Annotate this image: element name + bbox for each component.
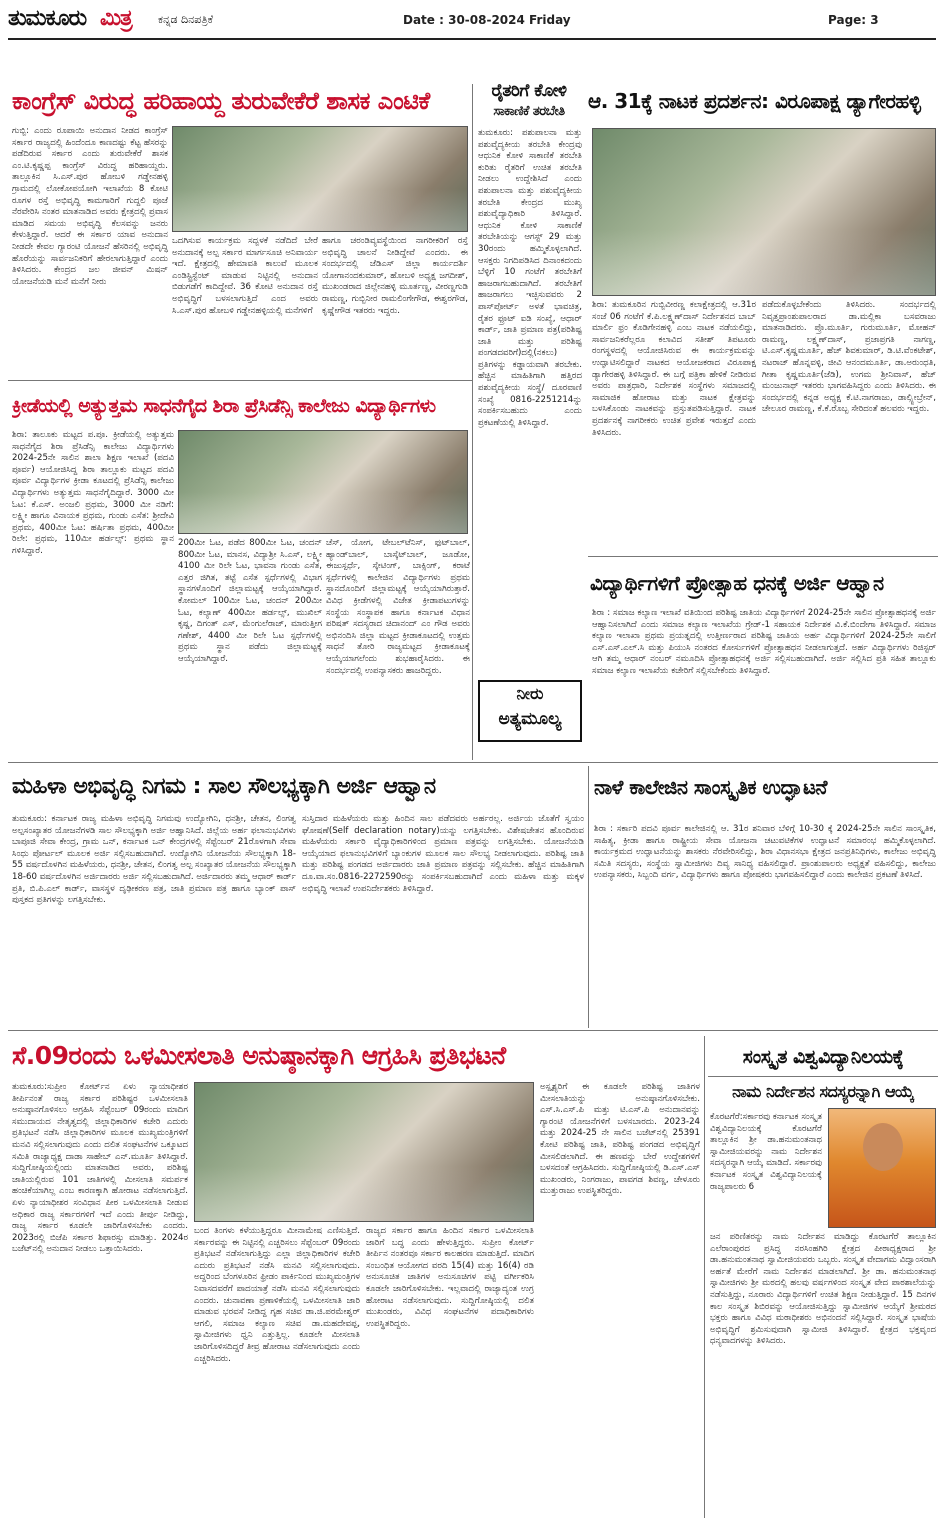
article3-photo — [592, 128, 936, 296]
masthead-name-part2: ಮಿತ್ರ — [100, 6, 132, 31]
column-rule — [472, 84, 473, 760]
water-box-line1: ನೀರು — [516, 684, 544, 703]
article4-photo — [178, 430, 468, 534]
article2-body: ತುಮಕೂರು: ಪಶುಪಾಲನಾ ಮತ್ತು ಪಶುವೈದ್ಯಕೀಯ ತರಬೇತಿ ಕೇಂದ್ರವು ಆಧುನಿಕ ಕೋಳಿ ಸಾಕಾಣಿಕೆ ತರಬೇತಿ ಕುರಿತು ರೈತರಿಗೆ ಉಚಿತ ತರಬೇತಿ ನೀಡಲು ಉದ್ದೇಶಿಸಿದೆ ಎಂದು ಪಶುಪಾಲನಾ ಮತ್ತು ಪಶುವೈದ್ಯಕೀಯ ತರಬೇತಿ ಕೇಂದ್ರದ ಮುಖ್ಯ ಪಶುವೈದ್ಯಾಧಿಕಾರಿ ತಿಳಿಸಿದ್ದಾರೆ. ಆಧುನಿಕ ಕೋಳಿ ಸಾಕಾಣಿಕೆ ತರಬೇತಿಯನ್ನು ಆಗಸ್ಟ್ 29 ಮತ್ತು 30ರಂದು ಹಮ್ಮಿಕೊಳ್ಳಲಾಗಿದೆ. ಆಸಕ್ತರು ನಿಗದಿಪಡಿಸಿದ ದಿನಾಂಕದಂದು ಬೆಳ್ಳಿಗೆ 10 ಗಂಟೆಗೆ ತರಬೇತಿಗೆ ಹಾಜರಾಗಬಹುದಾಗಿದೆ. ತರಬೇತಿಗೆ ಹಾಜರಾಗಲು ಇಚ್ಛಿಸುವವರು 2 ಪಾಸ್‌ಪೋರ್ಟ್ ಅಳತೆ ಭಾವಚಿತ್ರ, ರೈತರ ಫ್ರೂಟ್ ಐಡಿ ಸಂಖ್ಯೆ, ಆಧಾರ್ ಕಾರ್ಡ್, ಜಾತಿ ಪ್ರಮಾಣ ಪತ್ರ(ಪರಿಶಿಷ್ಟ ಜಾತಿ ಮತ್ತು ಪರಿಶಿಷ್ಟ ಪಂಗಡದವರಿಗೆ)ದಲ್ಲಿ(ನಕಲು) ಪ್ರತಿಗಳನ್ನು ಕಡ್ಡಾಯವಾಗಿ ತರಬೇಕು. ಹೆಚ್ಚಿನ ಮಾಹಿತಿಗಾಗಿ ಹತ್ತಿರದ ಪಶುವೈದ್ಯಕೀಯ ಸಂಸ್ಥೆ/ ದೂರವಾಣಿ ಸಂಖ್ಯೆ 0816-2251214ನ್ನು ಸಂಪರ್ಕಿಸಬಹುದು ಎಂದು ಪ್ರಕಟಣೆಯಲ್ಲಿ ತಿಳಿಸಿದ್ದಾರೆ. — [478, 128, 582, 428]
swamiji-photo — [828, 1108, 936, 1228]
article2-headline-line2: ಸಾಕಾಣಿಕೆ ತರಬೇತಿ — [493, 104, 565, 119]
article4-body-col2: 200ಮೀ ಓಟ, ಪಡೆದ 800ಮೀ ಓಟ, ಚಂದನ್ 800ಮೀ ಓಟ, ಮಾನಸ, ವಿದ್ಯಾಶ್ರೀ ಸಿ.ಎಸ್, ಲಕ್ಷ್ಮೀ 4100 ಮೀ ರಿಲೇ ಓಟ, ಭಾವನಾ ಗುಂಡು ಎಸೆತ, ಎತ್ತರ ಜಿಗಿತ, ತಟ್ಟೆ ಎಸೆತ ಸ್ಪರ್ಧೆಗಳಲ್ಲಿ ವಿಭಾಗ ಸ್ಥಾನಗಳೊಂದಿಗೆ ಜಿಲ್ಲಾಮಟ್ಟಕ್ಕೆ ಆಯ್ಕೆಯಾಗಿದ್ದಾರೆ. ಕೋಮಲ್ 100ಮೀ ಓಟ, ಚಂದನ್ 200ಮೀ ಓಟ, ಕಲ್ಯಾಣ್ 400ಮೀ ಹರ್ಡಲ್ಸ್, ಮುಖಿಲ್ ಕೃಷ್ಣ, ದಿಗಂತ್ ಎಸ್, ಮೆಂಗುಲೆರಾಜ್, ಮಾರುತ್ತೀಗ ಗಣೇಶ್, 4400 ಮೀ ರಿಲೇ ಓಟ ಸ್ಪರ್ಧೆಗಳಲ್ಲಿ ಪ್ರಥಮ ಸ್ಥಾನ ಪಡೆದು ಜಿಲ್ಲಾಮಟ್ಟಕ್ಕೆ ಆಯ್ಕೆಯಾಗಿದ್ದಾರೆ. — [178, 538, 322, 664]
article6-body-col1: ತುಮಕೂರು: ಕರ್ನಾಟಕ ರಾಜ್ಯ ಮಹಿಳಾ ಅಭಿವೃದ್ಧಿ ನಿಗಮವು ಉದ್ಯೋಗಿನಿ, ಧನಶ್ರೀ, ಚೇತನ, ಲಿಂಗತ್ವ ಅಲ್ಪಸಂಖ್ಯಾತರ ಯೋಜನೆಗಳಡಿ ಸಾಲ ಸೌಲಭ್ಯಕ್ಕಾಗಿ ಅರ್ಜಿ ಆಹ್ವಾನಿಸಿದೆ. ಜಿಲ್ಲೆಯ ಅರ್ಹ ಫಲಾನುಭವಿಗಳು ಬಾಪೂಜಿ ಸೇವಾ ಕೇಂದ್ರ, ಗ್ರಾಮ ಒನ್, ಕರ್ನಾಟಕ ಒನ್ ಕೇಂದ್ರಗಳಲ್ಲಿ ಸೆಪ್ಟೆಂಬರ್ 21ರೊಳಗಾಗಿ ಸೇವಾ ಸಿಂಧು ಪೋರ್ಟಲ್ ಮೂಲಕ ಅರ್ಜಿ ಸಲ್ಲಿಸಬಹುದಾಗಿದೆ. ಉದ್ಯೋಗಿನಿ ಯೋಜನೆಯ ಸೌಲಭ್ಯಕ್ಕಾಗಿ 18-55 ವರ್ಷದೊಳಗಿನ ಮಹಿಳೆಯರು, ಧನಶ್ರೀ, ಚೇತನ, ಲಿಂಗತ್ವ ಅಲ್ಪ ಸಂಖ್ಯಾತರ ಯೋಜನೆಯ ಸೌಲಭ್ಯಕ್ಕಾಗಿ 18-60 ವರ್ಷದೊಳಗಿನ ಅರ್ಜಿದಾರರು ಅರ್ಜಿ ಸಲ್ಲಿಸಬಹುದಾಗಿದೆ. ಅರ್ಜಿದಾರರು ತಮ್ಮ ಆಧಾರ್ ಕಾರ್ಡ್ ಪ್ರತಿ, ಬಿ.ಪಿ.ಎಲ್ ಕಾರ್ಡ್, ವಾಸಸ್ಥಳ ದೃಢೀಕರಣ ಪತ್ರ, ಜಾತಿ ಪ್ರಮಾಣ ಪತ್ರ ಹಾಗೂ ಬ್ಯಾಂಕ್ ಪಾಸ್ ಪುಸ್ತಕದ ಪ್ರತಿಗಳನ್ನು ಲಗತ್ತಿಸಬೇಕು. — [12, 814, 296, 906]
article1-body-col3: ಹಾಗೂ ಚರಂಡಿವ್ಯವಸ್ಥೆಯಿಂದ ನಾಗರೀಕರಿಗೆ ರಸ್ತೆ ಅಭಿವೃದ್ಧಿ ಚಾಲನೆ ನೀಡಿದ್ದೇವೆ ಎಂದರು. ಈ ಸಂದರ್ಭದಲ್ಲಿ ಜೆಡಿಎಸ್ ಜಿಲ್ಲಾ ಕಾರ್ಯದರ್ಶಿ ಯೋಗಾನಂದಕುಮಾರ್, ಹೋಬಳಿ ಅಧ್ಯಕ್ಷ ಜಗದೀಶ್, ಮುಖಂಡರಾದ ಜಿಲ್ಲೇನಹಳ್ಳಿ ಮೂರ್ತಣ್ಣ, ವೀರಣ್ಣಗುಡಿ ರಾಮಣ್ಣ, ಗುಬ್ಬಿನೀರ ರಾಮಲಿಂಗೇಗೌಡ, ಈಶ್ವರಗೌಡ, ಕೃಷ್ಣೇಗೌಡ ಇತರರು ಇದ್ದರು. — [322, 236, 468, 316]
article4-body-col1: ಶಿರಾ: ತಾಲೂಕು ಮಟ್ಟದ ಪ.ಪೂ. ಕ್ರೀಡೆಯಲ್ಲಿ ಅತ್ಯುತ್ತಮ ಸಾಧನೆಗೈದ ಶಿರಾ ಪ್ರೆಸಿಡೆನ್ಸಿ ಕಾಲೇಜು ವಿದ್ಯಾರ್ಥಿಗಳು 2024-25ನೇ ಸಾಲಿನ ಶಾಲಾ ಶಿಕ್ಷಣ ಇಲಾಖೆ (ಪದವಿ ಪೂರ್ವ) ಆಯೋಜಿಸಿದ್ದ ಶಿರಾ ತಾಲ್ಲೂಕು ಮಟ್ಟದ ಪದವಿ ಪೂರ್ವ ವಿದ್ಯಾರ್ಥಿಗಳ ಕ್ರೀಡಾ ಕೂಟದಲ್ಲಿ ಪ್ರೆಸಿಡೆನ್ಸಿ ಕಾಲೇಜು ವಿದ್ಯಾರ್ಥಿಗಳು ಅತ್ಯುತ್ತಮ ಸಾಧನೆಗೈದಿದ್ದಾರೆ. 3000 ಮೀ ಓಟ: ಕೆ.ಎಸ್. ಅಂಜಲಿ ಪ್ರಥಮ, 3000 ಮೀ ನಡಿಗೆ: ಲಕ್ಷ್ಮೀ ಹಾಗೂ ವಿನಾಯಕ ಪ್ರಥಮ, ಗುಂಡು ಎಸೆತ: ಶ್ರೀದೇವಿ ಪ್ರಥಮ, 400ಮೀ ಓಟ: ಹರ್ಷಿತಾ ಪ್ರಥಮ, 400ಮೀ ರಿಲೇ: ಪ್ರಥಮ, 110ಮೀ ಹರ್ಡಲ್ಸ್: ಪ್ರಥಮ ಸ್ಥಾನ ಗಳಿಸಿದ್ದಾರೆ. — [12, 430, 174, 556]
swamiji-face — [863, 1123, 903, 1171]
article3-body-col1: ಶಿರಾ: ತುಮಕೂರಿನ ಗುಬ್ಬಿವೀರಣ್ಣ ಕಲಾಕ್ಷೇತ್ರದಲ್ಲಿ ಆ.31ರ ಸಂಜೆ 06 ಗಂಟೆಗೆ ಕೆ.ಪಿ.ಲಕ್ಷ್ಮಣ್‌ದಾಸ್ ನಿರ್ದೇಶನದ ಬಾಬ್ ಮಾರ್ಲಿ ಫ್ರಂ ಕೊಡಿಗೇನಹಳ್ಳಿ ಎಂಬ ನಾಟಕ ನಡೆಯಲಿದ್ದು, ಸಾರ್ವಜನಿಕರೆಲ್ಲರೂ ಕಲಾವಿದ ಸತೀಶ್ ತಿಪಟೂರು ರಂಗಸ್ಥಳದಲ್ಲಿ ಆಯೋಜಿಸಿರುವ ಈ ಕಾರ್ಯಕ್ರಮವನ್ನು ಉದ್ಘಾಟಿಸಲಿದ್ದಾರೆ ನಾಟಕದ ಆಯೋಜಕರಾದ ವಿರೂಪಾಕ್ಷ ಡ್ಯಾಗೇರಹಳ್ಳಿ ತಿಳಿಸಿದ್ದಾರೆ. ಈ ಬಗ್ಗೆ ಪತ್ರಿಕಾ ಹೇಳಿಕೆ ನೀಡಿರುವ ಅವರು ಪಾತ್ರಧಾರಿ, ನಿರ್ದೇಶಕ ಸಂಸ್ಥೆಗಳು ಸಮಾಜದಲ್ಲಿ ಸಾಮಾಜಿಕ ಹೋರಾಟ ಮತ್ತು ನಾಟಕ ಕ್ಷೇತ್ರವನ್ನು ಬಳಸಿಕೊಂಡು ನಾಟಕವನ್ನು ಪ್ರಸ್ತುತಪಡಿಸುತ್ತಿದ್ದಾರೆ. ನಾಟಕ ಪ್ರದರ್ಶನಕ್ಕೆ ನಾಗರೀಕರು ಉಚಿತ ಪ್ರವೇಶ ಇರುತ್ತದೆ ಎಂದು ತಿಳಿಸಿದರು. — [592, 300, 756, 438]
article6-body-col2: ಸುಸ್ತಿದಾರ ಮಹಿಳೆಯರು ಮತ್ತು ಹಿಂದಿನ ಸಾಲ ಪಡೆದವರು ಅರ್ಹರಲ್ಲ. ಅರ್ಜಿಯ ಜೊತೆಗೆ ಸ್ವಯಂ ಘೋಷಣೆ(Self declaration notary)ಯನ್ನು ಲಗತ್ತಿಸಬೇಕು. ವಿಶೇಷಚೇತನ ಹೊಂದಿರುವ ಮಹಿಳೆಯರು ಸರ್ಕಾರಿ ವೈದ್ಯಾಧಿಕಾರಿಗಳಿಂದ ಪ್ರಮಾಣ ಪತ್ರವನ್ನು ಲಗತ್ತಿಸಬೇಕು. ಯೋಜನೆಯಡಿ ಆಯ್ಕೆಯಾದ ಫಲಾನುಭವಿಗಳಿಗೆ ಬ್ಯಾಂಕುಗಳ ಮೂಲಕ ಸಾಲ ಸೌಲಭ್ಯ ನೀಡಲಾಗುವುದು. ಪರಿಶಿಷ್ಟ ಜಾತಿ ಮತ್ತು ಪರಿಶಿಷ್ಟ ಪಂಗಡದ ಅರ್ಜಿದಾರರು ಜಾತಿ ಪ್ರಮಾಣ ಪತ್ರವನ್ನು ಸಲ್ಲಿಸಬೇಕು. ಹೆಚ್ಚಿನ ಮಾಹಿತಿಗಾಗಿ ದೂ.ವಾ.ಸಂ.0816-2272590ರನ್ನು ಸಂಪರ್ಕಿಸಬಹುದಾಗಿದೆ ಎಂದು ಮಹಿಳಾ ಮತ್ತು ಮಕ್ಕಳ ಅಭಿವೃದ್ಧಿ ಇಲಾಖೆ ಉಪನಿರ್ದೇಶಕರು ತಿಳಿಸಿದ್ದಾರೆ. — [302, 814, 584, 894]
article9-intro: ಕೊರಟಗೆರೆ:ಸರ್ಕಾರವು ಕರ್ನಾಟಕ ಸಂಸ್ಕೃತ ವಿಶ್ವವಿದ್ಯಾನಿಲಯಕ್ಕೆ ಕೊರಟಗೆರೆ ತಾಲ್ಲೂಕಿನ ಶ್ರೀ ಡಾ.ಹನುಮಂತನಾಥ ಸ್ವಾಮೀಜಿಯವರನ್ನು ನಾಮ ನಿರ್ದೇಶನ ಸದಸ್ಯರನ್ನಾಗಿ ಆಯ್ಕೆ ಮಾಡಿದೆ. ಸರ್ಕಾರವು ಕರ್ನಾಟಕ ಸಂಸ್ಕೃತ ವಿಶ್ವವಿದ್ಯಾನಿಲಯಕ್ಕೆ ರಾಜ್ಯಪಾಲರು 6 — [710, 1112, 822, 1192]
article9-body: ಜನ ಪರಿಣಿತರನ್ನು ನಾಮ ನಿರ್ದೇಶನ ಮಾಡಿದ್ದು ಕೊರಟಗೆರೆ ತಾಲ್ಲೂಕಿನ ಎಲೆರಾಂಪುರದ ಪ್ರಸಿದ್ಧ ನರಸಿಂಹಗಿರಿ ಕ್ಷೇತ್ರದ ಪೀಠಾಧ್ಯಕ್ಷರಾದ ಶ್ರೀ ಡಾ.ಹನುಮಂತನಾಥ ಸ್ವಾಮೀಜಿಯವರು ಒಬ್ಬರು. ಸಂಸ್ಕೃತ ವೇದಾಗಮ ವಿದ್ವಾಂಸರಾಗಿ ಅರ್ಹತೆ ಮೇರೆಗೆ ನಾಮ ನಿರ್ದೇಶನ ಮಾಡಲಾಗಿದೆ. ಶ್ರೀ ಡಾ. ಹನುಮಂತನಾಥ ಸ್ವಾಮೀಜಿಗಳು ಶ್ರೀ ಮಠದಲ್ಲಿ ಹಲವು ವರ್ಷಗಳಿಂದ ಸಂಸ್ಕೃತ ವೇದ ಪಾಠಶಾಲೆಯನ್ನು ನಡೆಸುತ್ತಿದ್ದು, ನೂರಾರು ವಿದ್ಯಾರ್ಥಿಗಳಿಗೆ ಉಚಿತ ಶಿಕ್ಷಣ ನೀಡುತ್ತಿದ್ದಾರೆ. 15 ದಿನಗಳ ಕಾಲ ಸಂಸ್ಕೃತ ಶಿಬಿರವನ್ನು ಆಯೋಜಿಸುತ್ತಿದ್ದು ಸ್ವಾಮೀಜಿಗಳ ಆಯ್ಕೆಗೆ ಶ್ರೀಮಠದ ಭಕ್ತರು ಹಾಗೂ ವಿವಿಧ ಮಠಾಧೀಶರು ಅಭಿನಂದನೆ ಸಲ್ಲಿಸಿದ್ದಾರೆ. ಸಂಸ್ಕೃತ ಭಾಷೆಯ ಅಭಿವೃದ್ಧಿಗೆ ಶ್ರಮಿಸುವುದಾಗಿ ಸ್ವಾಮೀಜಿ ತಿಳಿಸಿದ್ದಾರೆ. ಕ್ಷೇತ್ರದ ಭಕ್ತವೃಂದ ಧನ್ಯವಾದಗಳನ್ನು ತಿಳಿಸಿದರು. — [710, 1232, 936, 1347]
article8-photo — [194, 1082, 534, 1222]
article3-body-col2: ಪಡೆದುಕೊಳ್ಳಬೇಕೆಂದು ತಿಳಿಸಿದರು. ಸಂದರ್ಭದಲ್ಲಿ ನಿವೃತ್ತಪ್ರಾಂಶುಪಾಲರಾದ ಡಾ.ಮಲ್ಲಿಕಾ ಬಸವರಾಜು ಮಾತನಾಡಿದರು. ಪ್ರೊ.ಮೂರ್ತಿ, ಗುರುಮೂರ್ತಿ, ಮೋಹನ್ ರಾಮಣ್ಣ, ಲಕ್ಷ್ಮಣ್‌ದಾಸ್, ಪ್ರಜಾಪ್ರಗತಿ ನಾಗಣ್ಣ, ಟಿ.ಎಸ್.ಕೃಷ್ಣಮೂರ್ತಿ, ಹೆಚ್ ಶಿವಕುಮಾರ್, ಡಿ.ಟಿ.ವೆಂಕಟೇಶ್, ನಟರಾಜ್ ಹೊನ್ನವಳ್ಳಿ, ಜೀವಿ ಆನಂದಮೂರ್ತಿ, ಡಾ.ಅರುಂಧತಿ, ಗೀತಾ ಕೃಷ್ಣಮೂರ್ತಿ(ಜೆಡಿ), ಉಗಮ ಶ್ರೀನಿವಾಸ್, ಹೆಚ್ ಮಂಜುನಾಥ್ ಇತರರು ಭಾಗವಹಿಸಿದ್ದರು ಎಂದು ತಿಳಿಸಿದರು. ಈ ಸಂದರ್ಭದಲ್ಲಿ ಕನ್ನಡ ಅಧ್ಯಕ್ಷ ಕೆ.ಟಿ.ನಾಗರಾಜು, ಡಾಲ್ಸ್ಟೀಬ್ರೇನ್‌, ಚೇಲೂರ ರಾಮಣ್ಣ, ಕೆ.ಕೆ.ರೊಬ್ಬ ಸೇರಿದಂತೆ ಹಲವರು ಇದ್ದರು. — [762, 300, 936, 415]
article1-body-col1: ಗುಬ್ಬಿ: ಎಂದು ರೂಪಾಯಿ ಅನುದಾನ ನೀಡದ ಕಾಂಗ್ರೆಸ್ ಸರ್ಕಾರ ರಾಜ್ಯದಲ್ಲಿ ಹಿಂದೆಂದೂ ಕಾಣದಷ್ಟು ಕೆಟ್ಟ ಹೆಸರನ್ನು ಪಡೆದಿರುವ ಸರ್ಕಾರ ಎಂದು ತುರುವೇಕೆರೆ ಶಾಸಕ ಎಂ.ಟಿ.ಕೃಷ್ಣಪ್ಪ ಕಾಂಗ್ರೆಸ್ ವಿರುದ್ಧ ಹರಿಹಾಯ್ದರು. ತಾಲ್ಲೂಕಿನ ಸಿ.ಎಸ್.ಪುರ ಹೋಬಳಿ ಗಡ್ಡೇನಹಳ್ಳಿ ಗ್ರಾಮದಲ್ಲಿ ಲೋಕೋಪಯೋಗಿ ಇಲಾಖೆಯ 8 ಕೋಟಿ ರೂಗಳ ರಸ್ತೆ ಅಭಿವೃದ್ಧಿ ಕಾಮಗಾರಿಗೆ ಗುದ್ದಲಿ ಪೂಜೆ ನೆರವೇರಿಸಿ ನಂತರ ಮಾತನಾಡಿದ ಅವರು ಕ್ಷೇತ್ರದಲ್ಲಿ ಪ್ರವಾಸ ಮಾಡಿದ ಸಮಯ ಅಭಿವೃದ್ಧಿ ಕೆಲಸವನ್ನು ಜನರು ಕೇಳುತ್ತಿದ್ದಾರೆ. ಆದರೆ ಈ ಸರ್ಕಾರ ಯಾವ ಅನುದಾನ ನೀಡದೇ ಕೇವಲ ಗ್ಯಾರಂಟಿ ಯೋಜನೆ ಹೆಸರಿನಲ್ಲಿ ಅಭಿವೃದ್ಧಿ ಹೊರೆಯನ್ನು ಸಾರ್ವಜನಿಕರಿಗೆ ಹೇರಲಾಗುತ್ತಿದ್ದಾರೆ ಎಂದು ತಿಳಿಸಿದರು. ಕೇಂದ್ರದ ಜಲ ಜೀವನ್ ಮಿಷನ್ ಯೋಜನೆಯಡಿ ಮನೆ ಮನೆಗೆ ನೀರು — [12, 126, 168, 287]
masthead-page: Page: 3 — [828, 13, 879, 27]
article2-headline-line1: ರೈತರಿಗೆ ಕೋಳಿ — [491, 81, 567, 101]
section-rule — [588, 556, 938, 557]
article3-headline: ಆ. 31ಕ್ಕೆ ನಾಟಕ ಪ್ರದರ್ಶನ: ವಿರೂಪಾಕ್ಷ ಡ್ಯಾಗೇರಹಳ್ಳಿ — [588, 89, 921, 113]
column-rule — [704, 1036, 705, 1518]
article1-body-col2: ಒದಗಿಸುವ ಕಾರ್ಯಕ್ರಮ ಸದ್ಬಳಕೆ ನಡೆದಿದೆ ಬೇರೆ ಅನುದಾನಕ್ಕೆ ಅಲ್ಪ ಸರ್ಕಾರ ಮಾರ್ಗಸೂಚಿ ಅನಿವಾರ್ಯ ಇದೆ. ಕ್ಷೇತ್ರದಲ್ಲಿ ಹೇಮಾವತಿ ಕಾಲುವೆ ಮೂಲಕ ಎಂಡಿಸ್ಟ್ರಿಸ್ಟೆಂಟ್ ಮಾಡುವ ನಿಟ್ಟಿನಲ್ಲಿ ಅನುದಾನ ಬಿಡುಗಡೆಗೆ ಕಾದಿದ್ದೇವೆ. 36 ಕೋಟಿ ಅನುದಾನ ರಸ್ತೆ ಅಭಿವೃದ್ಧಿಗೆ ಬಳಸಲಾಗುತ್ತಿದೆ ಎಂದ ಅವರು ಸಿ.ಎಸ್.ಪುರ ಹೋಬಳಿ ಗಡ್ಡೇನಹಳ್ಳಿಯಲ್ಲಿ ಮನೆಗಳಿಗೆ — [172, 236, 318, 316]
article8-body-col2: ಬಂದ ತಿಂಗಳು ಕಳೆಯುತ್ತಿದ್ದರೂ ಮೀನಾಮೇಷ ಎಣಿಸುತ್ತಿದೆ. ಸರ್ಕಾರವನ್ನು ಈ ನಿಟ್ಟಿನಲ್ಲಿ ಎಚ್ಚರಿಸಲು ಸೆಪ್ಟೆಂಬರ್ 09ರಂದು ಪ್ರತಿಭಟನೆ ನಡೆಸಲಾಗುತ್ತಿದ್ದು ಎಲ್ಲಾ ಜಿಲ್ಲಾಧಿಕಾರಿಗಳ ಕಚೇರಿ ಎದುರು ಪ್ರತಿಭಟನೆ ನಡೆಸಿ ಮನವಿ ಸಲ್ಲಿಸಲಾಗುವುದು. ಅದ್ದರಿಂದ ಬೆಂಗಳೂರಿನ ಫ್ರೀಡಂ ಪಾರ್ಕಿನಿಂದ ಮುಖ್ಯಮಂತ್ರಿಗಳ ನಿವಾಸದವರೆಗೆ ಪಾದಯಾತ್ರೆ ನಡೆಸಿ ಮನವಿ ಸಲ್ಲಿಸಲಾಗುವುದು ಎಂದರು. ಚುನಾವಣಾ ಪ್ರಣಾಳಿಕೆಯಲ್ಲಿ ಒಳಮೀಸಲಾತಿ ಜಾರಿ ಮಾಡುವ ಭರವಸೆ ನೀಡಿದ್ದ ಗೃಹ ಸಚಿವ ಡಾ.ಜಿ.ಪರಮೇಶ್ವರ್ ಆಗಲಿ, ಸಮಾಜ ಕಲ್ಯಾಣ ಸಚಿವ ಡಾ.ಮಹದೇವಪ್ಪ, ಸ್ವಾಮೀಜಿಗಳು ಧ್ವನಿ ಎತ್ತುತ್ತಿಲ್ಲ. ಕೂಡಲೇ ಮೀಸಲಾತಿ ಜಾರಿಗೊಳಿಸದಿದ್ದರೆ ತೀವ್ರ ಹೋರಾಟ ನಡೆಸಲಾಗುವುದು ಎಂದು ಎಚ್ಚರಿಸಿದರು. — [194, 1226, 360, 1364]
masthead-rule — [8, 38, 936, 40]
section-rule — [8, 762, 938, 763]
masthead-name-part1: ತುಮಕೂರು — [8, 6, 87, 31]
article7-headline: ನಾಳೆ ಕಾಲೇಜಿನ ಸಾಂಸ್ಕೃತಿಕ ಉದ್ಘಾಟನೆ — [594, 775, 827, 799]
article1-photo — [172, 126, 468, 232]
masthead-subtitle: ಕನ್ನಡ ದಿನಪತ್ರಿಕೆ — [158, 13, 214, 26]
article7-body: ಶಿರಾ : ಸರ್ಕಾರಿ ಪದವಿ ಪೂರ್ವ ಕಾಲೇಜಿನಲ್ಲಿ ಆ. 31ರ ಶನಿವಾರ ಬೆಳಿಗ್ಗೆ 10-30 ಕ್ಕೆ 2024-25ನೇ ಸಾಲಿನ ಸಾಂಸ್ಕೃತಿಕ, ಸಾಹಿತ್ಯ, ಕ್ರೀಡಾ ಹಾಗೂ ರಾಷ್ಟ್ರೀಯ ಸೇವಾ ಯೋಜನಾ ಚಟುವಟಿಕೆಗಳ ಉದ್ಘಾಟನೆ ಸಮಾರಂಭ ಹಮ್ಮಿಕೊಳ್ಳಲಾಗಿದೆ. ಕಾರ್ಯಕ್ರಮದ ಉದ್ಘಾಟನೆಯನ್ನು ಶಾಸಕರು ನೆರವೇರಿಸಲಿದ್ದು, ಶಿರಾ ವಿಧಾನಸಭಾ ಕ್ಷೇತ್ರದ ಜನಪ್ರತಿನಿಧಿಗಳು, ಕಾಲೇಜು ಅಭಿವೃದ್ಧಿ ಸಮಿತಿ ಸದಸ್ಯರು, ಸಂಸ್ಥೆಯ ಸ್ವಾಮೀಜಿಗಳು ದಿವ್ಯ ಸಾನಿಧ್ಯ ವಹಿಸಲಿದ್ದಾರೆ. ಪ್ರಾಂಶುಪಾಲರು ಅಧ್ಯಕ್ಷತೆ ವಹಿಸಲಿದ್ದು, ಕಾಲೇಜು ಉಪನ್ಯಾಸಕರು, ಸಿಬ್ಬಂದಿ ವರ್ಗ, ವಿದ್ಯಾರ್ಥಿಗಳು ಹಾಗೂ ಪೋಷಕರು ಭಾಗವಹಿಸಲಿದ್ದಾರೆ ಎಂದು ಕಾಲೇಜಿನ ಪ್ರಕಟಣೆ ತಿಳಿಸಿದೆ. — [594, 824, 936, 881]
water-box — [478, 680, 582, 742]
article1-headline: ಕಾಂಗ್ರೆಸ್ ವಿರುದ್ಧ ಹರಿಹಾಯ್ದ ತುರುವೇಕೆರೆ ಶಾಸಕ ಎಂಟಿಕೆ — [12, 87, 430, 115]
article6-headline: ಮಹಿಳಾ ಅಭಿವೃದ್ಧಿ ನಿಗಮ : ಸಾಲ ಸೌಲಭ್ಯಕ್ಕಾಗಿ ಅರ್ಜಿ ಆಹ್ವಾನ — [12, 774, 436, 799]
masthead-date: Date : 30-08-2024 Friday — [403, 13, 571, 27]
article4-body-col3: ಚೆಸ್, ಯೋಗ, ಟೇಬಲ್‌ಟೆನಿಸ್, ಫುಟ್‌ಬಾಲ್, ಹ್ಯಾಂಡ್‌ಬಾಲ್, ಬಾಸ್ಕೆಟ್‌ಬಾಲ್, ಜೂಡೋ, ಈಜುಸ್ಪರ್ಧೆ, ಸ್ಕೇಟಿಂಗ್, ಬಾಕ್ಸಿಂಗ್, ಕರಾಟೆ ಸ್ಪರ್ಧೆಗಳಲ್ಲಿ ಕಾಲೇಜಿನ ವಿದ್ಯಾರ್ಥಿಗಳು ಪ್ರಥಮ ಸ್ಥಾನದೊಂದಿಗೆ ಜಿಲ್ಲಾಮಟ್ಟಕ್ಕೆ ಆಯ್ಕೆಯಾಗಿರುತ್ತಾರೆ. ವಿವಿಧ ಕ್ರೀಡೆಗಳಲ್ಲಿ ವಿಜೇತ ಕ್ರೀಡಾಪಟುಗಳನ್ನು ಸಂಸ್ಥೆಯ ಸಂಸ್ಥಾಪಕ ಹಾಗೂ ಕರ್ನಾಟಕ ವಿಧಾನ ಪರಿಷತ್ ಸದಸ್ಯರಾದ ಚಿದಾನಂದ್ ಎಂ ಗೌಡ ಅವರು ಅಭಿನಂದಿಸಿ ಜಿಲ್ಲಾ ಮಟ್ಟದ ಕ್ರೀಡಾಕೂಟದಲ್ಲಿ ಉತ್ತಮ ಸಾಧನೆ ತೋರಿ ರಾಜ್ಯಮಟ್ಟದ ಕ್ರೀಡಾಕೂಟಕ್ಕೆ ಆಯ್ಕೆಯಾಗಲೆಂದು ಶುಭಹಾರೈಸಿದರು. ಈ ಸಂದರ್ಭದಲ್ಲಿ ಉಪನ್ಯಾಸಕರು ಹಾಜರಿದ್ದರು. — [326, 538, 470, 676]
article9-headline-line2: ನಾಮ ನಿರ್ದೇಶನ ಸದಸ್ಯರನ್ನಾಗಿ ಆಯ್ಕೆ — [708, 1076, 938, 1107]
section-rule — [8, 380, 472, 381]
article9-headline-line1: ಸಂಸ್ಕೃತ ವಿಶ್ವವಿದ್ಯಾನಿಲಯಕ್ಕೆ — [742, 1046, 904, 1068]
article8-body-col3: ರಾಜ್ಯದ ಸರ್ಕಾರ ಹಾಗೂ ಹಿಂದಿನ ಸರ್ಕಾರ ಒಳಮೀಸಲಾತಿ ಜಾರಿಗೆ ಬದ್ಧ ಎಂದು ಹೇಳುತ್ತಿದ್ದರು. ಸುಪ್ರೀಂ ಕೋರ್ಟ್ ತೀರ್ಪಿನ ನಂತರವೂ ಸರ್ಕಾರ ಕಾಲಹರಣ ಮಾಡುತ್ತಿದೆ. ಮಾದಿಗ ಸಂಬಂಧಿತ ಆಯೋಗದ ವರದಿ 15(4) ಮತ್ತು 16(4) ರಡಿ ಅನುಸೂಚಿತ ಜಾತಿಗಳ ಅನುಸೂಚಿಗಳ ಪಟ್ಟಿ ವರ್ಗೀಕರಿಸಿ ಕೂಡಲೇ ಜಾರಿಗೊಳಿಸಬೇಕು. ಇಲ್ಲವಾದಲ್ಲಿ ರಾಜ್ಯಾದ್ಯಂತ ಉಗ್ರ ಹೋರಾಟ ನಡೆಸಲಾಗುವುದು. ಸುದ್ದಿಗೋಷ್ಠಿಯಲ್ಲಿ ದಲಿತ ಮುಖಂಡರು, ವಿವಿಧ ಸಂಘಟನೆಗಳ ಪದಾಧಿಕಾರಿಗಳು ಉಪಸ್ಥಿತರಿದ್ದರು. — [366, 1226, 534, 1329]
article8-headline: ಸೆ.09ರಂದು ಒಳಮೀಸಲಾತಿ ಅನುಷ್ಠಾನಕ್ಕಾಗಿ ಆಗ್ರಹಿಸಿ ಪ್ರತಿಭಟನೆ — [12, 1041, 506, 1070]
article5-body: ಶಿರಾ : ಸಮಾಜ ಕಲ್ಯಾಣ ಇಲಾಖೆ ವತಿಯಿಂದ ಪರಿಶಿಷ್ಟ ಜಾತಿಯ ವಿದ್ಯಾರ್ಥಿಗಳಿಗೆ 2024-25ನೇ ಸಾಲಿನ ಪ್ರೋತ್ಸಾಹಧನಕ್ಕೆ ಅರ್ಜಿ ಆಹ್ವಾನಿಸಲಾಗಿದೆ ಎಂದು ಸಮಾಜ ಕಲ್ಯಾಣ ಇಲಾಖೆಯ ಗ್ರೇಡ್-1 ಸಹಾಯಕ ನಿರ್ದೇಶಕ ವಿ.ಕೆ.ಬಿಂದೇಗಾ ತಿಳಿಸಿದ್ದಾರೆ. ಸಮಾಜ ಕಲ್ಯಾಣ ಇಲಾಖಾ ಪ್ರಥಮ ಪ್ರಯತ್ನದಲ್ಲಿ ಉತ್ತೀರ್ಣರಾದ ಪರಿಶಿಷ್ಟ ಜಾತಿಯ ಅರ್ಹ ವಿದ್ಯಾರ್ಥಿಗಳಿಗೆ 2024-25ನೇ ಸಾಲಿಗೆ ಎಸ್.ಎಸ್.ಎಲ್.ಸಿ ಮತ್ತು ಪಿಯುಸಿ ನಂತರದ ಕೋರ್ಸುಗಳಿಗೆ ಪ್ರೋತ್ಸಾಹಧನ ನೀಡಲಾಗುತ್ತದೆ. ಅರ್ಹ ವಿದ್ಯಾರ್ಥಿಗಳು ರಿಜಿಸ್ಟರ್ ಆಗಿ ತಮ್ಮ ಆಧಾರ್ ನಂಬರ್ ನಮೂದಿಸಿ ಪ್ರೋತ್ಸಾಹಧನಕ್ಕೆ ಅರ್ಜಿ ಸಲ್ಲಿಸಬಹುದಾಗಿದೆ. ಅರ್ಜಿ ಸಲ್ಲಿಸಿದ ಪ್ರತಿ ಸಹಿತ ತಾಲ್ಲೂಕು ಸಮಾಜ ಕಲ್ಯಾಣ ಇಲಾಖೆಯ ಕಚೇರಿಗೆ ಸಲ್ಲಿಸಬೇಕೆಂದು ತಿಳಿಸಿದ್ದಾರೆ. — [592, 608, 936, 676]
article8-body-col1: ತುಮಕೂರು:ಸುಪ್ರೀಂ ಕೋರ್ಟ್‌ನ ಏಳು ನ್ಯಾಯಾಧೀಶರ ತೀರ್ಪಿನಂತೆ ರಾಜ್ಯ ಸರ್ಕಾರ ಪರಿಶಿಷ್ಟರ ಒಳಮೀಸಲಾತಿ ಅನುಷ್ಠಾನಗೊಳಿಸಲು ಆಗ್ರಹಿಸಿ ಸೆಪ್ಟೆಂಬರ್ 09ರಂದು ಮಾದಿಗ ಸಮುದಾಯದ ನೇತೃತ್ವದಲ್ಲಿ ಜಿಲ್ಲಾಧಿಕಾರಿಗಳ ಕಚೇರಿ ಎದುರು ಪ್ರತಿಭಟನೆ ನಡೆಸಿ ಜಿಲ್ಲಾಧಿಕಾರಿಗಳ ಮೂಲಕ ಮುಖ್ಯಮಂತ್ರಿಗಳಿಗೆ ಮನವಿ ಸಲ್ಲಿಸಲಾಗುವುದು ಎಂದು ದಲಿತ ಸಂಘಟನೆಗಳ ಒಕ್ಕೂಟದ ಸಮಿತಿ ರಾಜ್ಯಾಧ್ಯಕ್ಷ ದಾಡಾ ಸಾಹೇಬ್ ಎನ್.ಮೂರ್ತಿ ತಿಳಿಸಿದ್ದಾರೆ. ಸುದ್ದಿಗೋಷ್ಠಿಯಲ್ಲಿಂದು ಮಾತನಾಡಿದ ಅವರು, ಪರಿಶಿಷ್ಟ ಜಾತಿಯಲ್ಲಿರುವ 101 ಜಾತಿಗಳಲ್ಲಿ ಮೀಸಲಾತಿ ಸಮರ್ಪಕ ಹಂಚಿಕೆಯಾಗಿಲ್ಲ ಎಂಬ ಕಾರಣಕ್ಕಾಗಿ ಹೋರಾಟ ನಡೆಸಲಾಗುತ್ತಿದೆ. ಏಳು ನ್ಯಾಯಾಧೀಶರ ಸಂವಿಧಾನ ಪೀಠ ಒಳಮೀಸಲಾತಿ ನೀಡುವ ಅಧಿಕಾರ ರಾಜ್ಯ ಸರ್ಕಾರಗಳಿಗೆ ಇದೆ ಎಂದು ತೀರ್ಪು ನೀಡಿದ್ದು, ರಾಜ್ಯ ಸರ್ಕಾರ ಕೂಡಲೇ ಜಾರಿಗೊಳಿಸಬೇಕು ಎಂದರು. 2023ರಲ್ಲಿ ಬಿಜೆಪಿ ಸರ್ಕಾರ ಶಿಫಾರಸ್ಸು ಮಾಡಿತ್ತು. 2024ರ ಬಜೆಟ್‌ನಲ್ಲಿ ಅನುದಾನ ನೀಡಲು ಒತ್ತಾಯಿಸಿದರು. — [12, 1082, 188, 1255]
section-rule — [8, 1030, 938, 1031]
article5-headline: ವಿದ್ಯಾರ್ಥಿಗಳಿಗೆ ಪ್ರೋತ್ಸಾಹ ಧನಕ್ಕೆ ಅರ್ಜಿ ಆಹ್ವಾನ — [590, 571, 884, 595]
article8-body-col4: ಅಸ್ಪೃಶ್ಯರಿಗೆ ಈ ಕೂಡಲೇ ಪರಿಶಿಷ್ಟ ಜಾತಿಗಳ ಮೀಸಲಾತಿಯನ್ನು ಅನುಷ್ಠಾನಗೊಳಿಸಬೇಕು. ಎಸ್.ಸಿ.ಎಸ್.ಪಿ ಮತ್ತು ಟಿ.ಎಸ್.ಪಿ ಅನುದಾನವನ್ನು ಗ್ಯಾರಂಟಿ ಯೋಜನೆಗಳಿಗೆ ಬಳಸಬಾರದು. 2023-24 ಮತ್ತು 2024-25 ನೇ ಸಾಲಿನ ಬಜೆಟ್‌ನಲ್ಲಿ 25391 ಕೋಟಿ ಪರಿಶಿಷ್ಟ ಜಾತಿ, ಪರಿಶಿಷ್ಟ ಪಂಗಡದ ಅಭಿವೃದ್ಧಿಗೆ ಮೀಸಲಿಡಲಾಗಿದೆ. ಈ ಹಣವನ್ನು ಬೇರೆ ಉದ್ದೇಶಗಳಿಗೆ ಬಳಸದಂತೆ ಆಗ್ರಹಿಸಿದರು. ಸುದ್ದಿಗೋಷ್ಠಿಯಲ್ಲಿ ಡಿ.ಎಸ್.ಎಸ್ ಮುಖಂಡರು, ನಿಂಗರಾಜು, ಪಾವಗಡ ಶಿವಣ್ಣ, ಚೇಳೂರು ಮುತ್ತುರಾಜು ಉಪಸ್ಥಿತರಿದ್ದರು. — [540, 1082, 700, 1197]
water-box-line2: ಅತ್ಯಮೂಲ್ಯ — [498, 709, 562, 729]
masthead — [8, 4, 938, 40]
article4-headline: ಕ್ರೀಡೆಯಲ್ಲಿ ಅತ್ಯುತ್ತಮ ಸಾಧನೆಗೈದ ಶಿರಾ ಪ್ರೆಸಿಡೆನ್ಸಿ ಕಾಲೇಜು ವಿದ್ಯಾರ್ಥಿಗಳು — [12, 395, 436, 417]
column-rule — [588, 766, 589, 1028]
